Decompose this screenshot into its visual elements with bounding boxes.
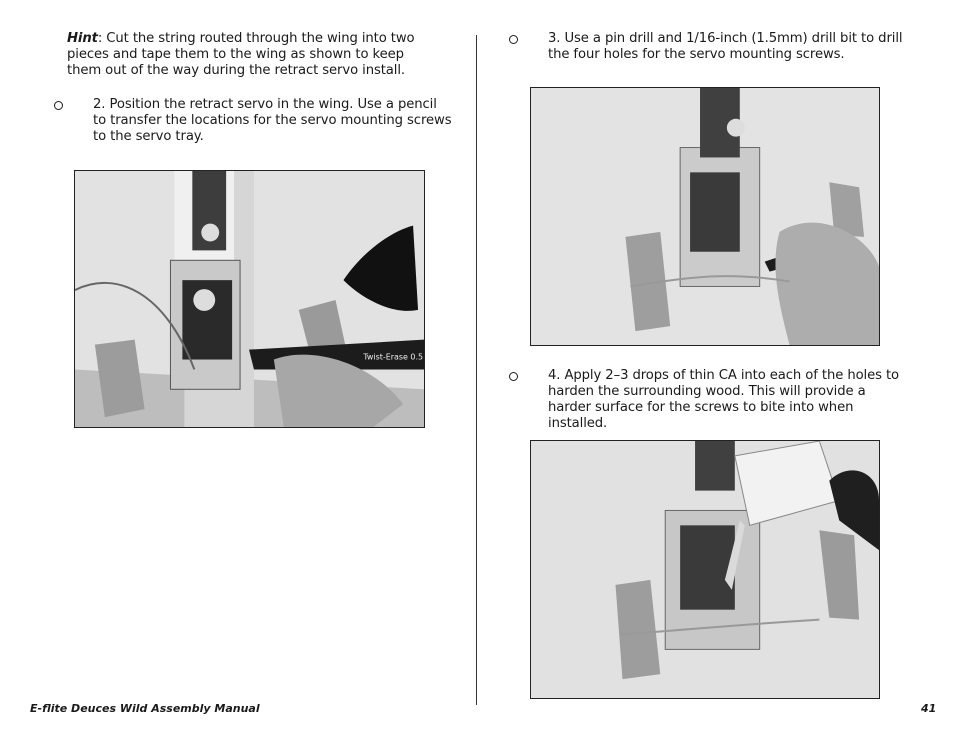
photo-step-3 — [530, 87, 880, 346]
footer-manual-title: E-flite Deuces Wild Assembly Manual — [30, 702, 260, 715]
step-3-checkbox[interactable] — [509, 35, 518, 44]
column-divider — [476, 35, 477, 705]
footer-page-number: 41 — [921, 702, 937, 715]
step-3-text: 3. Use a pin drill and 1/16-inch (1.5mm) drill bit to drill the four holes for the servo mounting screws. — [548, 31, 903, 62]
step-2-text: 2. Position the retract servo in the wing. Use a pencil to transfer the locations for the servo mounting screws to the servo tray. — [93, 97, 452, 144]
hint-paragraph — [67, 31, 437, 79]
photo-step-4 — [530, 440, 880, 699]
step-4-checkbox[interactable] — [509, 372, 518, 381]
step-2-checkbox[interactable] — [54, 101, 63, 110]
photo-step-2 — [74, 170, 425, 428]
hint-label: Hint — [67, 31, 98, 46]
hint-text: : Cut the string routed through the wing into two pieces and tape them to the wing as shown to keep them out of the way during the retract servo install. — [67, 31, 415, 78]
pencil-label: Twist-Erase 0.5 — [363, 352, 424, 362]
step-4-text: 4. Apply 2–3 drops of thin CA into each of the holes to harden the surrounding wood. This will provide a harder surface for the screws to bite into when installed. — [548, 368, 900, 431]
